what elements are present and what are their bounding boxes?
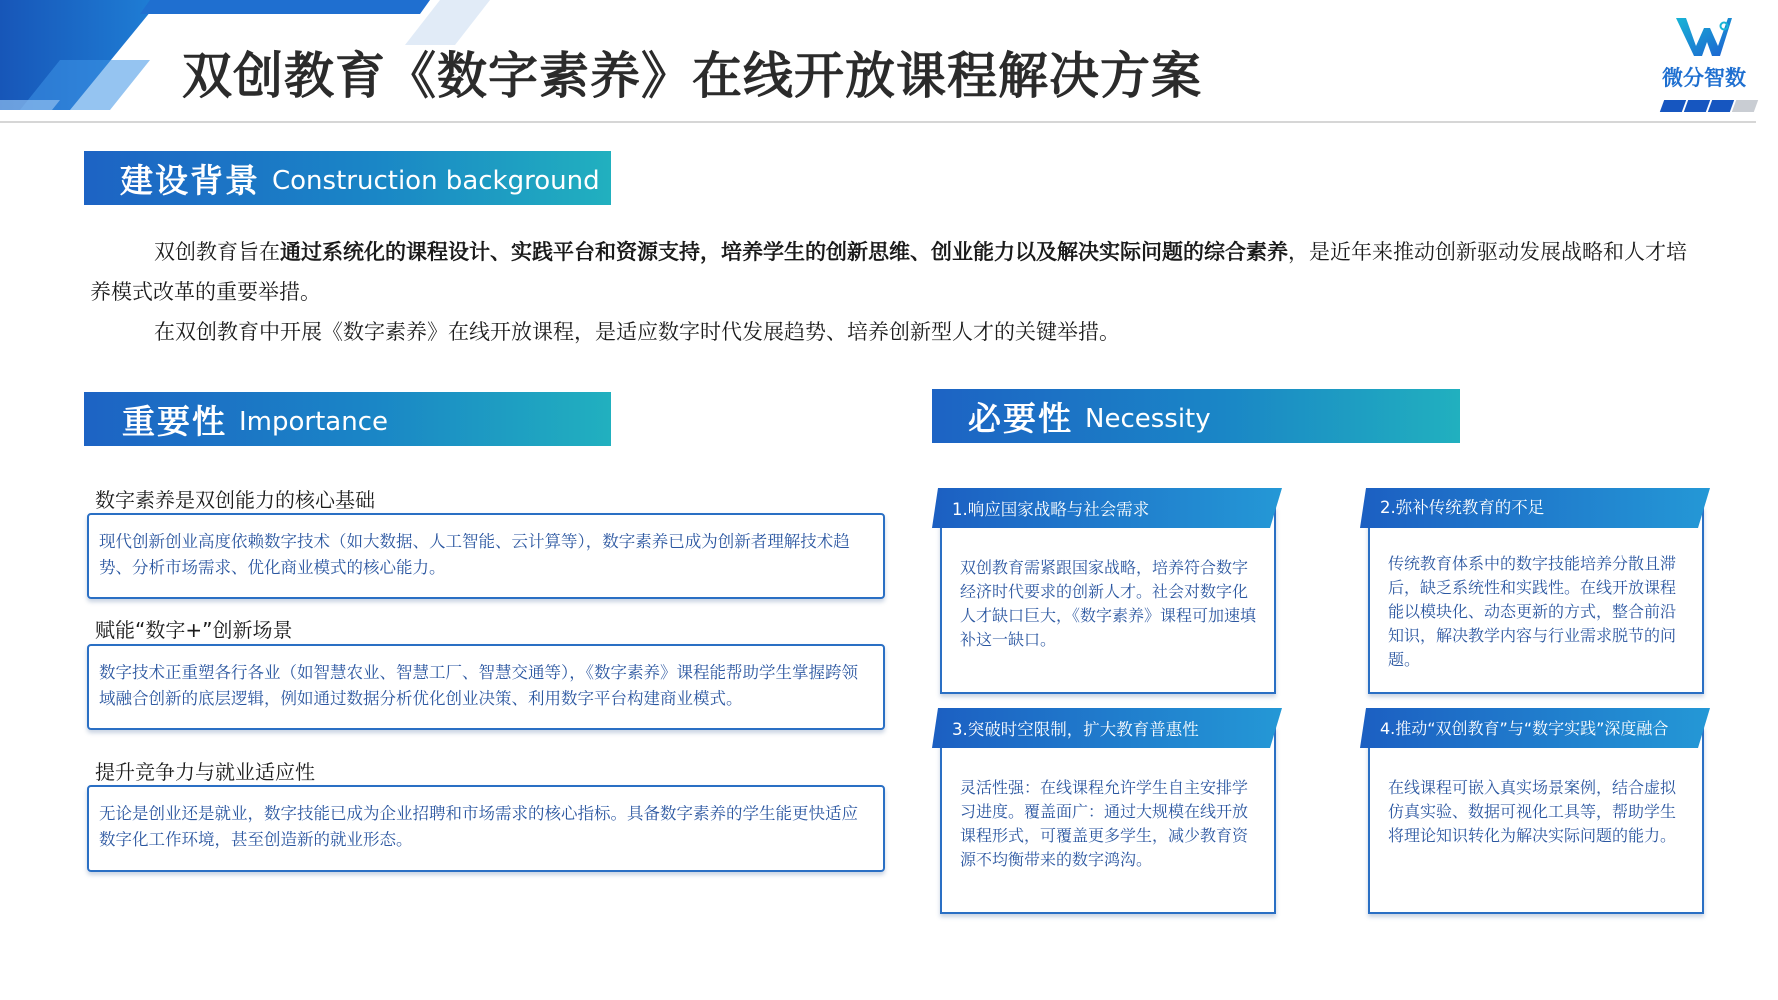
header-divider <box>0 121 1756 123</box>
logo-bars <box>1658 100 1754 112</box>
card-text: 灵活性强：在线课程允许学生自主安排学习进度。覆盖面广：通过大规模在线开放课程形式，可覆盖更多学生，减少教育资源不均衡带来的数字鸿沟。 <box>960 778 1249 869</box>
necessity-card <box>932 706 1282 918</box>
logo-mark-icon <box>1674 14 1732 60</box>
card-text: 在线课程可嵌入真实场景案例，结合虚拟仿真实验、数据可视化工具等，帮助学生将理论知识转化为解决实际问题的能力。 <box>1388 778 1677 845</box>
importance-item-title: 提升竞争力与就业适应性 <box>95 760 315 784</box>
importance-item-box <box>87 513 885 599</box>
necessity-card <box>1360 486 1710 698</box>
logo-text: 微分智数 <box>1662 66 1746 90</box>
background-text <box>90 232 1690 352</box>
necessity-heading-en: Necessity <box>1085 404 1211 434</box>
brand-logo <box>1652 14 1756 124</box>
necessity-card <box>932 486 1282 698</box>
background-paragraph-1: 双创教育旨在通过系统化的课程设计、实践平台和资源支持，培养学生的创新思维、创业能力以及解决实际问题的综合素养，是近年来推动创新驱动发展战略和人才培养模式改革的重要举措。 <box>90 240 1687 304</box>
necessity-heading-zh: 必要性 <box>968 398 1073 438</box>
importance-item-box <box>87 644 885 730</box>
importance-item-text: 现代创新创业高度依赖数字技术（如大数据、人工智能、云计算等），数字素养已成为创新者理解技术趋势、分析市场需求、优化商业模式的核心能力。 <box>99 532 850 577</box>
card-title: 2.弥补传统教育的不足 <box>1380 498 1545 517</box>
importance-item-text: 无论是创业还是就业，数字技能已成为企业招聘和市场需求的核心指标。具备数字素养的学生能更快适应数字化工作环境，甚至创造新的就业形态。 <box>99 804 858 849</box>
card-title: 4.推动“双创教育”与“数字实践”深度融合 <box>1380 719 1669 738</box>
card-text: 双创教育需紧跟国家战略，培养符合数字经济时代要求的创新人才。社会对数字化人才缺口巨大，《数字素养》课程可加速填补这一缺口。 <box>960 558 1257 649</box>
background-paragraph-2: 在双创教育中开展《数字素养》在线开放课程，是适应数字时代发展趋势、培养创新型人才的关键举措。 <box>154 320 1120 344</box>
importance-item-box <box>87 785 885 872</box>
card-title: 1.响应国家战略与社会需求 <box>952 500 1150 519</box>
importance-heading-en: Importance <box>239 407 388 437</box>
page-title: 双创教育《数字素养》在线开放课程解决方案 <box>182 47 1202 105</box>
background-heading-zh: 建设背景 <box>120 160 260 200</box>
necessity-banner <box>932 389 1460 443</box>
background-heading-en: Construction background <box>272 166 600 196</box>
importance-heading-zh: 重要性 <box>122 401 227 441</box>
importance-item-title: 数字素养是双创能力的核心基础 <box>95 488 375 512</box>
importance-banner <box>84 392 611 446</box>
background-emphasis: 通过系统化的课程设计、实践平台和资源支持，培养学生的创新思维、创业能力以及解决实际问题的综合素养 <box>280 240 1288 264</box>
necessity-card <box>1360 706 1710 918</box>
background-banner <box>84 151 611 205</box>
card-text: 传统教育体系中的数字技能培养分散且滞后，缺乏系统性和实践性。在线开放课程能以模块化、动态更新的方式，整合前沿知识，解决教学内容与行业需求脱节的问题。 <box>1388 554 1677 669</box>
importance-item-text: 数字技术正重塑各行各业（如智慧农业、智慧工厂、智慧交通等），《数字素养》课程能帮助学生掌握跨领域融合创新的底层逻辑，例如通过数据分析优化创业决策、利用数字平台构建商业模式。 <box>99 663 858 708</box>
importance-item-title: 赋能“数字+”创新场景 <box>95 618 293 642</box>
card-title: 3.突破时空限制，扩大教育普惠性 <box>952 720 1199 739</box>
